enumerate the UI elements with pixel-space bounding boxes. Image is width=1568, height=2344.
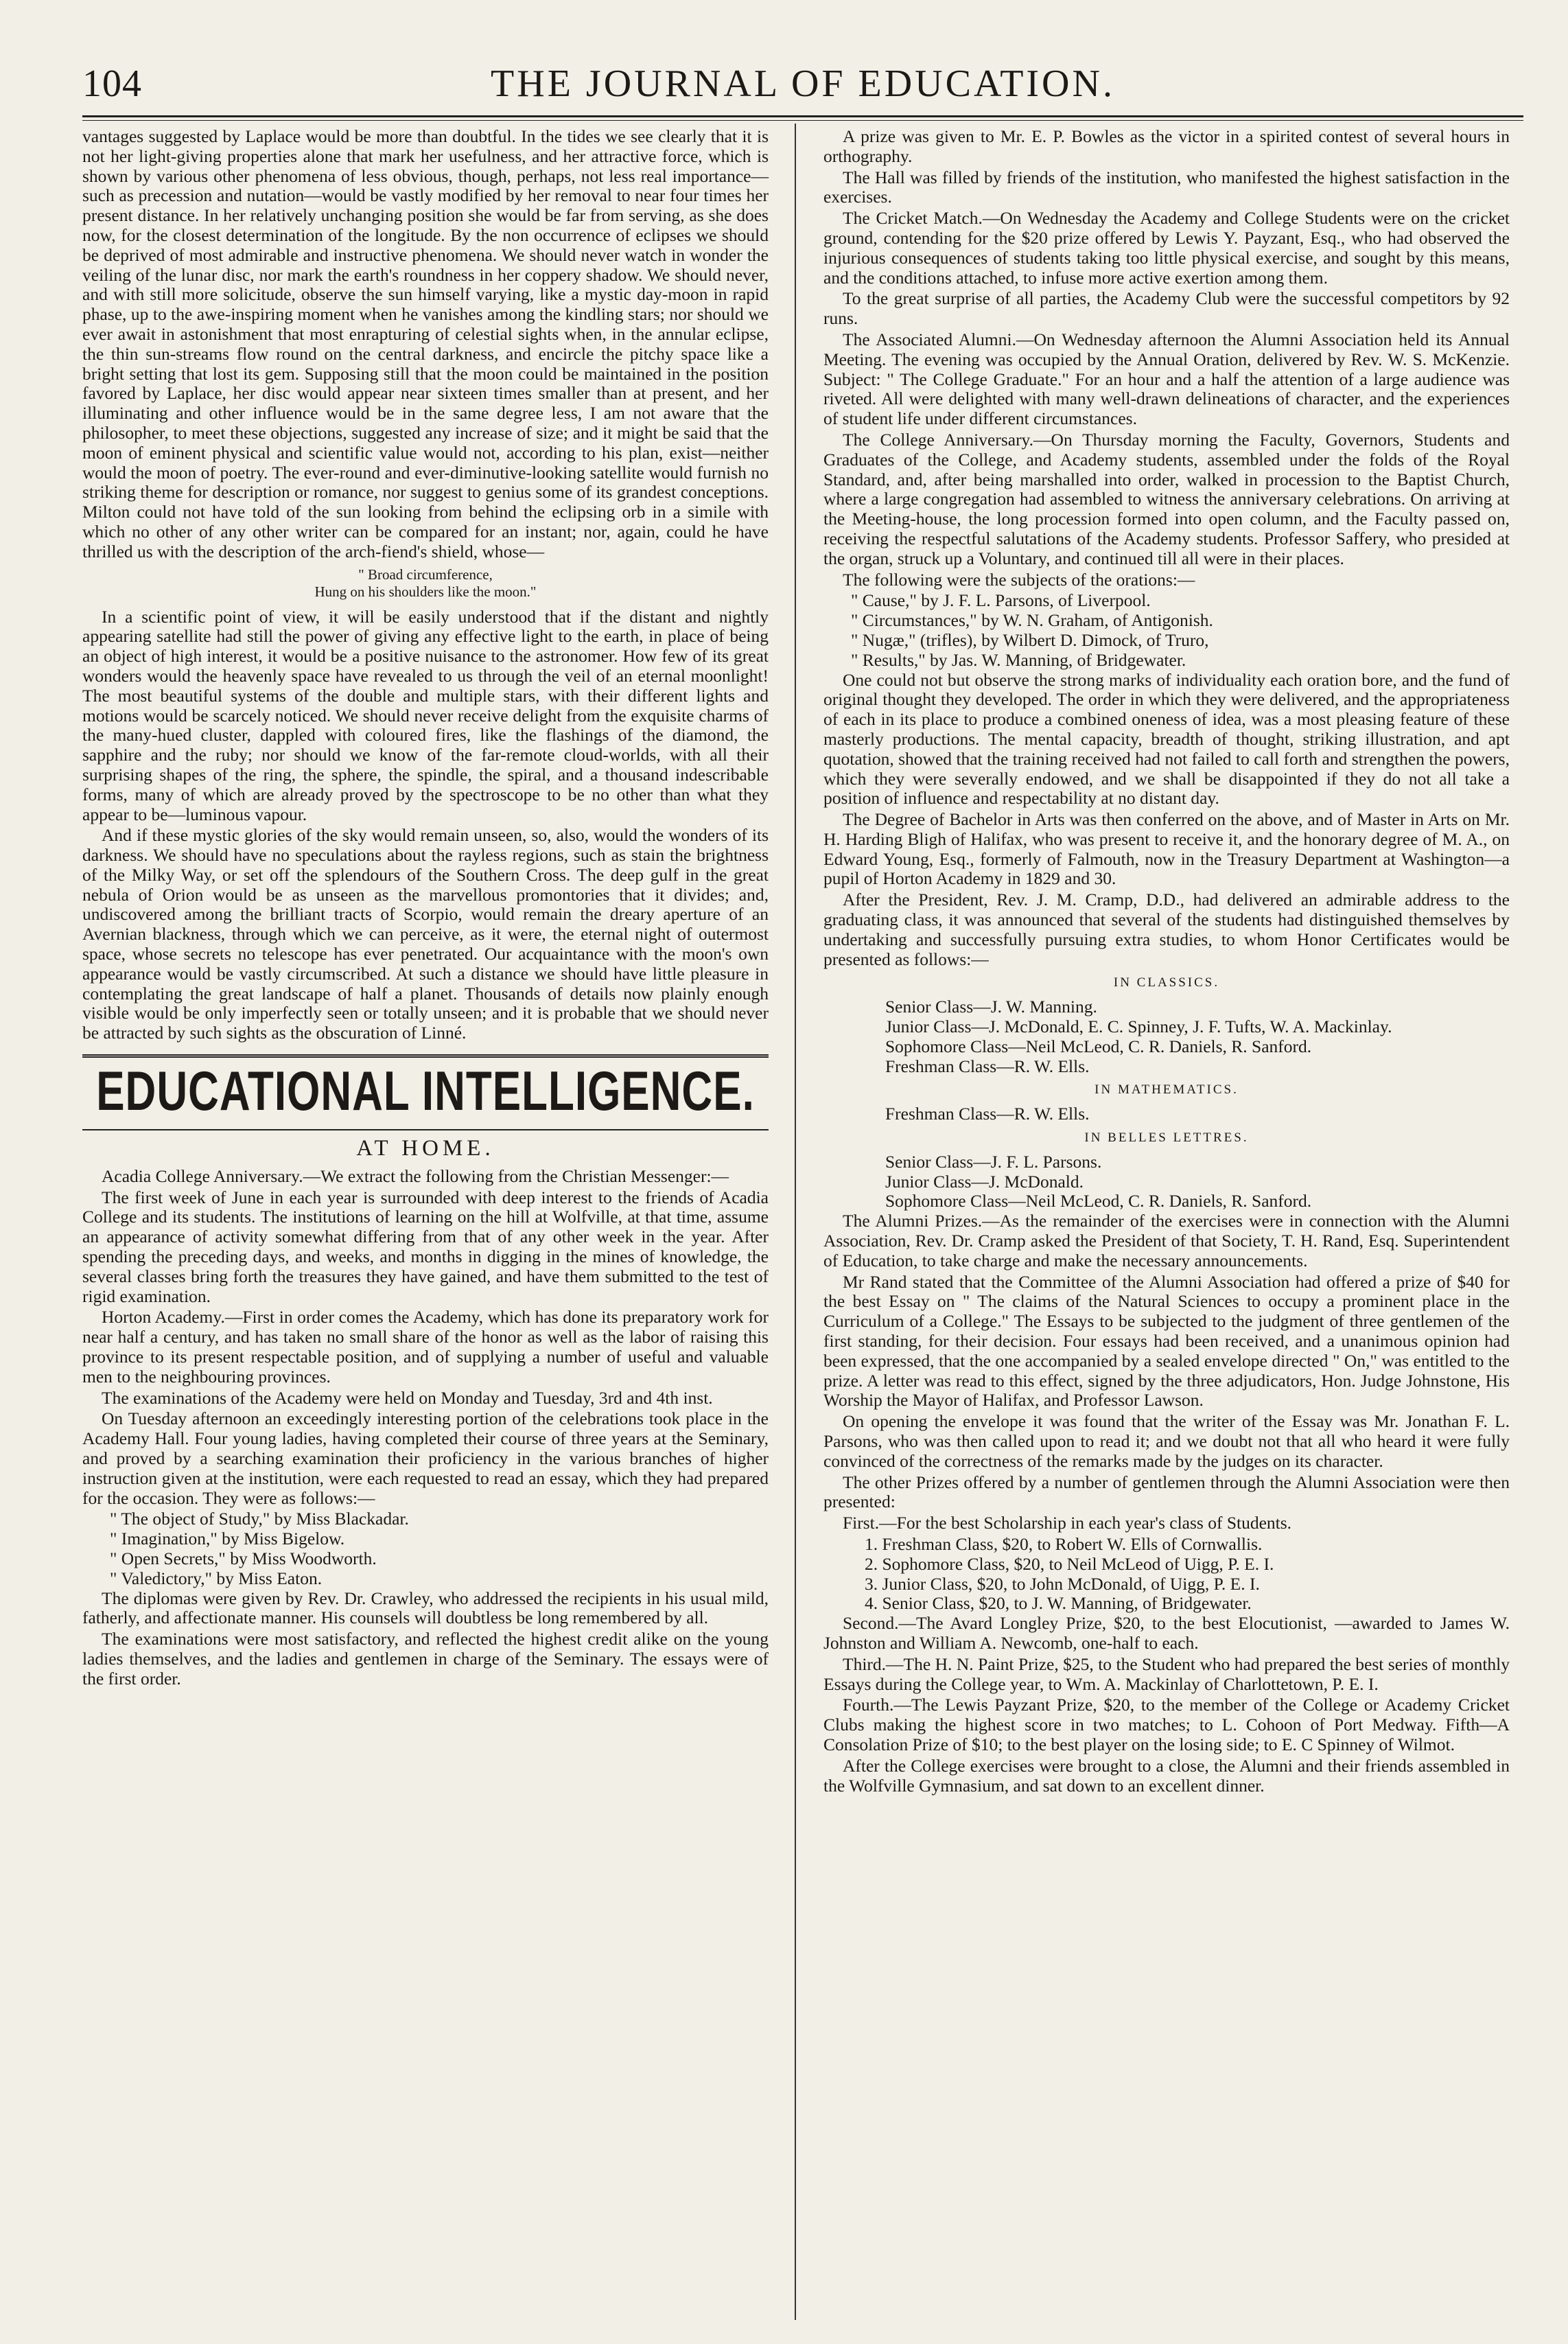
paragraph: Acadia College Anniversary.—We extract the following from the Christian Messenger:— — [102, 1165, 729, 1186]
header-rule — [82, 115, 1523, 117]
paragraph: First.—For the best Scholarship in each year's class of Students. — [843, 1513, 1292, 1533]
essay-item: " Valedictory," by Miss Eaton. — [110, 1568, 323, 1588]
essay-item: " Imagination," by Miss Bigelow. — [110, 1529, 345, 1549]
paragraph: And if these mystic glories of the sky would remain unseen, so, also, would the wonders of its darkness. We should have no speculations about the rayless regions, such as stain the brightness of the Milky Way, or set off the splendours of the Southern Cross. The deep gulf in the great nebula of Orion would be as unseen as the marvellous promontories that it divides; and, undiscovered among the brilliant tracts of Scorpio, would remain the dreary aperture of an Avernian blackness, through which we can perceive, as it were, the eternal night of outermost space, whose secrets no telescope has ever penetrated. Our acquaintance with the moon's own appearance would be vastly circumscribed. At such a distance we should have little pleasure in contemplating the great landscape of half a planet. Thousands of details now plainly enough visible would be only imperfectly seen or totally unseen; and it is probable that we should never be attracted by such sights as the obscuration of Linné. — [82, 825, 769, 1043]
column-divider — [795, 124, 796, 2320]
honors-item: Senior Class—J. F. L. Parsons. — [885, 1151, 1102, 1172]
subsection-title: AT HOME. — [356, 1136, 495, 1161]
poem-quote — [82, 566, 769, 601]
journal-page — [82, 48, 1523, 2320]
paragraph: A prize was given to Mr. E. P. Bowles as the victor in a spirited contest of several hours in orthography. — [823, 126, 1510, 166]
left-column — [82, 127, 769, 1691]
honors-item: Junior Class—J. McDonald. — [885, 1171, 1084, 1192]
scholarship-item: 1. Freshman Class, $20, to Robert W. Ells of Cornwallis. — [865, 1533, 1263, 1554]
section-rule — [82, 1129, 769, 1130]
scholarship-item: 3. Junior Class, $20, to John McDonald, of Uigg, P. E. I. — [865, 1573, 1260, 1594]
paragraph: Horton Academy.—First in order comes the Academy, which has done its preparatory work for near half a century, and has taken no small share of the honor as well as the labor of raising this province to its present respectable position, and of supplying a number of useful and valuable men to the neighbouring provinces. — [82, 1307, 769, 1386]
paragraph: After the College exercises were brought to a close, the Alumni and their friends assembled in the Wolfville Gymnasium, and sat down to an excellent dinner. — [823, 1755, 1510, 1796]
honors-item: Senior Class—J. W. Manning. — [885, 997, 1097, 1017]
page-number: 104 — [82, 62, 142, 105]
paragraph: The Degree of Bachelor in Arts was then conferred on the above, and of Master in Arts on Mr. H. Harding Bligh of Halifax, who was present to receive it, and the honorary degree of M. A., on Edward Young, Esq., formerly of Falmouth, now in the Treasury Department at Washington—a pupil of Horton Academy in 1829 and 30. — [823, 809, 1510, 889]
honors-heading: IN CLASSICS. — [1113, 975, 1220, 990]
paragraph: The diplomas were given by Rev. Dr. Crawley, who addressed the recipients in his usual mild, fatherly, and affectionate manner. His counsels will doubtless be long remembered by all. — [82, 1588, 769, 1628]
paragraph: On opening the envelope it was found that the writer of the Essay was Mr. Jonathan F. L. Parsons, who was then called upon to read it; and we doubt not that all who heard it were fully convinced of the correctness of the remarks made by the judges on its character. — [823, 1411, 1510, 1471]
section-title: EDUCATIONAL INTELLIGENCE. — [96, 1060, 755, 1123]
header-rule-thin — [82, 120, 1523, 121]
paragraph: One could not but observe the strong marks of individuality each oration bore, and the fund of original thought they developed. The order in which they were delivered, and the appropriateness of each in its place to produce a combined oneness of idea, was a most pleasing feature of these masterly productions. The mental capacity, breadth of thought, striking illustration, and apt quotation, showed that the training received had not failed to call forth and strengthen the powers, which they were severally endowed, and we shall be disappointed if they do not all take a position of influence and respectability at no distant day. — [823, 669, 1510, 809]
oration-item: " Circumstances," by W. N. Graham, of Antigonish. — [851, 610, 1213, 631]
paragraph: Fourth.—The Lewis Payzant Prize, $20, to the member of the College or Academy Cricket Clubs making the highest score in two matches; to L. Cohoon of Port Medway. Fifth—A Consolation Prize of $10; to the best player on the losing side; to E. C Spinney of Wilmot. — [823, 1695, 1510, 1754]
paragraph: The following were the subjects of the orations:— — [843, 569, 1195, 590]
paragraph: The examinations of the Academy were held on Monday and Tuesday, 3rd and 4th inst. — [102, 1387, 713, 1408]
essay-item: " The object of Study," by Miss Blackadar. — [110, 1509, 409, 1529]
paragraph: Mr Rand stated that the Committee of the Alumni Association had offered a prize of $40 for the best Essay on " The claims of the Natural Sciences to occupy a prominent place in the Curriculum of a College." The Essays to be subjected to the judgment of three gentlemen of the first standing, for their decision. Four essays had been received, and a unanimous opinion had been expressed, that the one accompanied by a sealed envelope directed " On," was entitled to the prize. A letter was read to this effect, signed by the three adjudicators, Hon. Judge Johnstone, His Worship the Mayor of Halifax, and Professor Lawson. — [823, 1271, 1510, 1411]
paragraph: The Alumni Prizes.—As the remainder of the exercises were in connection with the Alumni Association, Rev. Dr. Cramp asked the President of that Society, T. H. Rand, Esq. Superintendent of Education, to take charge and make the necessary announcements. — [823, 1211, 1510, 1270]
honors-item: Junior Class—J. McDonald, E. C. Spinney, J. F. Tufts, W. A. Mackinlay. — [885, 1017, 1392, 1037]
paragraph: In a scientific point of view, it will be easily understood that if the distant and nightly appearing satellite had still the power of giving any effective light to the earth, in place of being an object of high interest, it would be a positive nuisance to the astronomer. How few of its great wonders would the heavenly space have revealed to us through the veil of an eternal moonlight! The most beautiful systems of the double and multiple stars, with their different lights and motions would be scarcely noticed. We should never receive delight from the exquisite charms of the many-hued cluster, dappled with coloured fires, like the flashings of the diamond, the sapphire and the ruby; nor should we know of the far-remote cloud-worlds, with all their surprising shapes of the ring, the sphere, the spindle, the spiral, and a thousand indescribable forms, many of which are already proved by the spectroscope to be no other than what they appear to be—luminous vapour. — [82, 606, 769, 824]
honors-item: Freshman Class—R. W. Ells. — [885, 1104, 1090, 1124]
honors-item: Sophomore Class—Neil McLeod, C. R. Daniels, R. Sanford. — [885, 1191, 1312, 1211]
paragraph: Second.—The Avard Longley Prize, $20, to the best Elocutionist, —awarded to James W. Johnston and William A. Newcomb, one-half to each. — [823, 1613, 1510, 1653]
paragraph: The examinations were most satisfactory, and reflected the highest credit alike on the young ladies themselves, and the ladies and gentlemen in charge of the Seminary. The essays were of the first order. — [82, 1629, 769, 1689]
scholarship-item: 2. Sophomore Class, $20, to Neil McLeod of Uigg, P. E. I. — [865, 1553, 1274, 1574]
paragraph: To the great surprise of all parties, the Academy Club were the successful competitors by 92 runs. — [823, 288, 1510, 329]
honors-item: Freshman Class—R. W. Ells. — [885, 1056, 1090, 1076]
paragraph: The Hall was filled by friends of the institution, who manifested the highest satisfaction in the exercises. — [823, 167, 1510, 207]
paragraph: The Associated Alumni.—On Wednesday afternoon the Alumni Association held its Annual Meeting. The evening was occupied by the Annual Oration, delivered by Rev. W. S. McKenzie. Subject: " The College Graduate." For an hour and a half the attention of a large audience was riveted. All were delighted with many well-drawn delineations of character, and the experiences of student life under different circumstances. — [823, 329, 1510, 429]
quote-line: Hung on his shoulders like the moon." — [314, 583, 537, 600]
essay-item: " Open Secrets," by Miss Woodworth. — [110, 1548, 377, 1568]
right-column — [823, 127, 1510, 1797]
paragraph: After the President, Rev. J. M. Cramp, D.D., had delivered an admirable address to the graduating class, it was announced that several of the students had distinguished themselves by undertaking and successfully pursuing extra studies, to whom Honor Certificates would be presented as follows:— — [823, 890, 1510, 969]
honors-item: Sophomore Class—Neil McLeod, C. R. Daniels, R. Sanford. — [885, 1036, 1312, 1056]
paragraph: The first week of June in each year is surrounded with deep interest to the friends of Acadia College and its students. The institutions of learning on the hill at Wolfville, at that time, assume an appearance of activity somewhat differing from that of any other week in the year. After spending the preceding days, and weeks, and months in digging in the mines of knowledge, the several classes bring forth the treasures they have gained, and have them submitted to the test of rigid examination. — [82, 1187, 769, 1306]
paragraph: Third.—The H. N. Paint Prize, $25, to the Student who had prepared the best series of monthly Essays during the College year, to Wm. A. Mackinlay of Charlottetown, P. E. I. — [823, 1653, 1510, 1694]
paragraph: The Cricket Match.—On Wednesday the Academy and College Students were on the cricket ground, contending for the $20 prize offered by Lewis Y. Payzant, Esq., who had observed the injurious consequences of students taking too little physical exercise, and sought by this means, and the conditions attached, to infuse more active exertion among them. — [823, 208, 1510, 288]
section-rule — [82, 1054, 769, 1058]
journal-title: THE JOURNAL OF EDUCATION. — [491, 62, 1115, 105]
paragraph: The other Prizes offered by a number of gentlemen through the Alumni Association were then presented: — [823, 1472, 1510, 1512]
honors-heading: IN BELLES LETTRES. — [1084, 1130, 1249, 1146]
paragraph: The College Anniversary.—On Thursday morning the Faculty, Governors, Students and Graduates of the College, and Academy students, assembled under the folds of the Royal Standard, and, after being marshalled into order, walked in procession to the Baptist Church, where a large congregation had assembled to witness the anniversary celebrations. On arriving at the Meeting-house, the long procession formed into open column, and the Faculty passed on, receiving the respectful salutations of the Academy students. Professor Saffery, who presided at the organ, struck up a Voluntary, and continued till all were in their places. — [823, 429, 1510, 568]
oration-item: " Nugæ," (trifles), by Wilbert D. Dimock, of Truro, — [851, 629, 1209, 650]
paragraph: On Tuesday afternoon an exceedingly interesting portion of the celebrations took place in the Academy Hall. Four young ladies, having completed their course of three years at the Seminary, and proved by a searching examination their proficiency in the various branches of higher instruction given at the institution, were each requested to read an essay, which they had prepared for the occasion. They were as follows:— — [82, 1408, 769, 1508]
scholarship-item: 4. Senior Class, $20, to J. W. Manning, of Bridgewater. — [865, 1593, 1252, 1614]
oration-item: " Cause," by J. F. L. Parsons, of Liverpool. — [851, 590, 1151, 611]
paragraph: vantages suggested by Laplace would be more than doubtful. In the tides we see clearly that it is not her light-giving properties alone that mark her usefulness, and her attractive force, which is shown by various other phenomena of less obvious, though, perhaps, not less real importance—such as precession and nutation—would be vastly modified by her removal to near four times her present distance. In her relatively unchanging position she would be far from serving, as she does now, for the closest determination of the longitude. By the non occurrence of eclipses we should be deprived of most admirable and instructive phenomena. We should never watch in wonder the veiling of the lunar disc, nor mark the earth's roundness in her coppery shadow. We should never, and with still more solicitude, observe the sun himself varying, like a mystic day-moon in rapid phase, up to the awe-inspiring moment when he vanishes among the kindling stars; nor should we ever await in astonishment that most enrapturing of celestial sights when, in the annular eclipse, the thin sun-streams flow round on the central darkness, and encircle the pitchy space like a bright setting that lost its gem. Supposing still that the moon could be maintained in the position favored by Laplace, her disc would appear near sixteen times smaller than at present, and her illuminating and other influence would be in the same degree less, I am not aware that the philosopher, to meet these objections, suggested any increase of size; and it might be said that the moon of eminent physical and scientific value would not, according to his plan, exist—neither would the moon of poetry. The ever-round and ever-diminutive-looking satellite would furnish no striking theme for description or romance, nor suggest to genius some of its grandest conceptions. Milton could not have told of the sun looking from behind the eclipsing orb in a simile with which no other of any other writer can be compared for an instant; nor, again, could he have thrilled us with the description of the arch-fiend's shield, whose— — [82, 126, 769, 561]
honors-heading: IN MATHEMATICS. — [1095, 1082, 1239, 1098]
oration-item: " Results," by Jas. W. Manning, of Bridgewater. — [851, 649, 1186, 670]
page-header — [82, 48, 1523, 117]
quote-line: " Broad circumference, — [358, 566, 493, 583]
